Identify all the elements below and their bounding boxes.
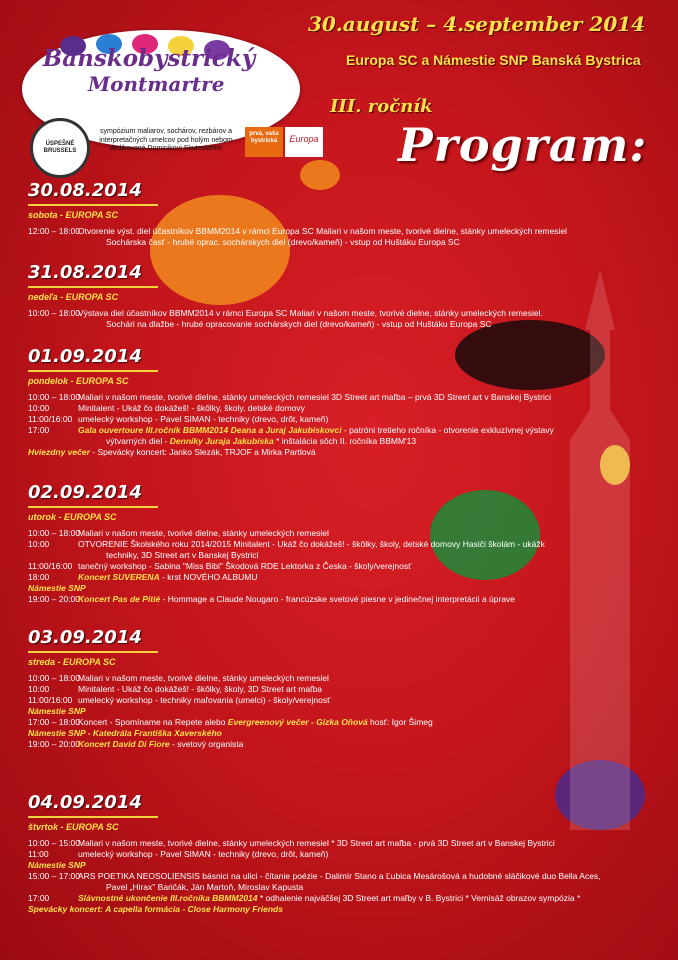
day-venue-label: sobota - EUROPA SC	[28, 210, 119, 220]
event-row	[28, 739, 243, 749]
event-text: ARS POETIKA NEOSOLIENSIS básnici na ulici - čítanie poézie - Dalimír Stano a Ľubica Mesárošová a hudobné sláčikové duo Bella Aces,	[78, 871, 601, 881]
event-row	[28, 583, 86, 593]
event-time: 11:00/16:00	[28, 561, 73, 571]
event-row	[28, 226, 567, 236]
event-time: 10:00 – 18:00	[28, 392, 80, 402]
edition-label: III. ročník	[330, 96, 433, 117]
event-row	[28, 539, 545, 549]
day-underline	[28, 286, 158, 288]
partner-logo-bystricka: prvá, vaša bystrická	[245, 127, 283, 157]
event-time: 17:00 – 18:00	[28, 717, 80, 727]
event-highlight: Koncert David Di Fiore	[78, 739, 170, 749]
event-text: - krst NOVÉHO ALBUMU	[159, 572, 258, 582]
event-text: Minitalent - Ukáž čo dokážeš! - škôlky, školy, 3D Street art maľba	[78, 684, 323, 694]
event-highlight: Spevácky koncert: A capella formácia - Close Harmony Friends	[28, 904, 283, 914]
event-row	[28, 594, 515, 604]
day-date: 03.09.2014	[28, 627, 142, 648]
event-text: umelecký workshop - Pavel SIMAN - techniky (drevo, drôt, kameň)	[78, 414, 329, 424]
day-date: 04.09.2014	[28, 792, 142, 813]
logo-title: Banskobystrický	[42, 45, 256, 72]
event-time: 10:00 – 18:00	[28, 528, 80, 538]
event-row	[28, 308, 543, 318]
event-row	[28, 706, 86, 716]
event-time: 10:00 – 18:00	[28, 308, 80, 318]
event-time: 15:00 – 17:00	[28, 871, 80, 881]
partner-logo-europa: Europa	[285, 127, 323, 157]
day-date: 31.08.2014	[28, 262, 142, 283]
event-row	[28, 414, 328, 424]
event-row	[28, 871, 601, 881]
day-underline	[28, 506, 158, 508]
event-time: 10:00 – 18:00	[28, 673, 80, 683]
event-highlight: Slávnostné ukončenie III.ročníka BBMM2014	[78, 893, 258, 903]
program-title: Program:	[398, 118, 648, 172]
event-time: 11:00	[28, 849, 49, 859]
day-date: 02.09.2014	[28, 482, 142, 503]
event-time: 10:00 – 15:00	[28, 838, 80, 848]
event-row	[28, 695, 330, 705]
day-underline	[28, 651, 158, 653]
event-highlight: Námestie SNP - Katedrála Františka Xaverského	[28, 728, 222, 738]
event-text: Minitalent - Ukáž čo dokážeš! - škôlky, školy, detské domovy	[78, 403, 305, 413]
day-date: 30.08.2014	[28, 180, 142, 201]
event-time: 10:00	[28, 539, 50, 549]
event-row	[28, 673, 329, 683]
event-text: Maliari v našom meste, tvorivé dielne, stánky umeleckých remesiel * 3D Street art maľba - prvá 3D Street art v Banskej Bystrici	[78, 838, 555, 848]
event-text: umelecký workshop - techniky maľovania (umelci) - školy/verejnosť	[78, 695, 331, 705]
day-venue-label: štvrtok - EUROPA SC	[28, 822, 119, 832]
day-underline	[28, 204, 158, 206]
event-highlight: Koncert SUVERENA	[78, 572, 160, 582]
event-highlight: Evergreenový večer - Gizka Oňová	[227, 717, 368, 727]
event-text: techniky, 3D Street art v Banskej Bystrici	[106, 550, 259, 560]
green-splash	[430, 490, 540, 580]
event-row	[28, 528, 329, 538]
event-row	[28, 403, 305, 413]
event-text: hosť: Igor Šimeg	[367, 717, 433, 727]
event-text: Sochárska časť - hrubé oprac. sochárskych diel (drevo/kameň) - vstup od Huštáku Europa SC	[106, 237, 460, 247]
event-highlight: Gala ouvertoure III.ročník BBMM2014 Deana a Juraj Jakubiskovci	[78, 425, 342, 435]
logo-subtitle: Montmartre	[88, 72, 225, 96]
emblem-text: ÚSPEŠNÉ BRUSSELS	[43, 141, 77, 154]
event-row	[28, 447, 316, 457]
event-time: 19:00 – 20:00	[28, 739, 80, 749]
event-text: * odhalenie najväčšej 3D Street art maľby v B. Bystrici * Vernisáž obrazov sympózia *	[257, 893, 581, 903]
event-row	[28, 425, 554, 435]
event-time: 11:00/16:00	[28, 414, 73, 424]
event-row	[28, 237, 460, 247]
event-row	[28, 717, 433, 727]
event-dates: 30.august – 4.september 2014	[308, 12, 646, 36]
event-time: 17:00	[28, 893, 50, 903]
event-time: 17:00	[28, 425, 50, 435]
event-row	[28, 572, 257, 582]
event-text: * inštalácia sôch II. ročníka BBMM'13	[273, 436, 417, 446]
event-row	[28, 838, 555, 848]
event-text: Maliari v našom meste, tvorivé dielne, stánky umeleckých remesiel 3D Street art maľba – prvá 3D Street art v Banskej Bystrici	[78, 392, 551, 402]
event-text: Maliari v našom meste, tvorivé dielne, stánky umeleckých remesiel	[78, 673, 329, 683]
event-row	[28, 904, 283, 914]
event-row	[28, 684, 322, 694]
church-tower-illustration	[540, 270, 660, 830]
event-row	[28, 882, 303, 892]
event-text: výtvarných diel -	[106, 436, 170, 446]
event-row	[28, 392, 551, 402]
event-highlight: Hviezdny večer	[28, 447, 90, 457]
orange-splash	[150, 195, 290, 305]
event-highlight: Námestie SNP	[28, 583, 86, 593]
event-text: tanečný workshop - Sabina "Miss Bibi" Škodová RDE Lektorka z Česka - školy/verejnosť	[78, 561, 412, 571]
brusel-emblem	[30, 118, 90, 178]
logo-description: sympózium maliarov, sochárov, rezbárov a interpretačných umelcov pod holým nebom dedikované Dominikovi Skuteckému	[99, 128, 233, 152]
event-row	[28, 436, 416, 446]
event-text: Koncert - Spomíname na Repete alebo	[78, 717, 228, 727]
orange-splash-small	[300, 160, 340, 190]
event-venue: Europa SC a Námestie SNP Banská Bystrica	[346, 52, 641, 68]
event-time: 12:00 – 18:00	[28, 226, 80, 236]
event-text: Výstava diel účastníkov BBMM2014 v rámci Europa SC Maliari v našom meste, tvorivé dielne, stánky umeleckých remesiel.	[78, 308, 543, 318]
day-venue-label: pondelok - EUROPA SC	[28, 376, 129, 386]
event-time: 11:00/16:00	[28, 695, 73, 705]
event-highlight: Námestie SNP	[28, 860, 86, 870]
event-time: 18:00	[28, 572, 50, 582]
event-highlight: Denníky Juraja Jakubiska	[169, 436, 274, 446]
event-text: umelecký workshop - Pavel SIMAN - techniky (drevo, drôt, kameň)	[78, 849, 329, 859]
event-text: - Hommage a Claude Nougaro - francúzske svetové piesne v jedinečnej interpretácii a úprave	[160, 594, 516, 604]
event-row	[28, 728, 222, 738]
event-time: 19:00 – 20:00	[28, 594, 80, 604]
event-text: Sochári na dlažbe - hrubé opracovanie sochárskych diel (drevo/kameň) - vstup od Huštáku Europa SC	[106, 319, 492, 329]
event-row	[28, 893, 580, 903]
event-row	[28, 860, 86, 870]
event-row	[28, 849, 328, 859]
event-text: OTVORENIE Školského roku 2014/2015 Minitalent - Ukáž čo dokážeš! - škôlky, školy, detské domovy Hasiči školám - ukážk	[78, 539, 545, 549]
event-text: Maliari v našom meste, tvorivé dielne, stánky umeleckých remesiel	[78, 528, 329, 538]
event-text: - patróni tretieho ročníka - otvorenie exkluzívnej výstavy	[341, 425, 554, 435]
event-row	[28, 319, 492, 329]
day-venue-label: utorok - EUROPA SC	[28, 512, 117, 522]
event-text: Pavel „Hirax" Baričák, Ján Martoň, Miroslav Kapusta	[106, 882, 304, 892]
day-date: 01.09.2014	[28, 346, 142, 367]
day-venue-label: nedeľa - EUROPA SC	[28, 292, 119, 302]
event-highlight: Námestie SNP	[28, 706, 86, 716]
event-row	[28, 561, 411, 571]
event-text: - svetový organista	[169, 739, 244, 749]
event-row	[28, 550, 258, 560]
event-highlight: Koncert Pas de Pitié	[78, 594, 161, 604]
day-underline	[28, 370, 158, 372]
event-text: Otvorenie výst. diel účastníkov BBMM2014 v rámci Europa SC Maliari v našom meste, tvorivé dielne, stánky umeleckých remesiel	[78, 226, 567, 236]
event-text: - Spevácky koncert: Janko Slezák, TRJOF a Mirka Partlová	[89, 447, 316, 457]
event-time: 10:00	[28, 684, 50, 694]
day-underline	[28, 816, 158, 818]
event-time: 10:00	[28, 403, 50, 413]
day-venue-label: streda - EUROPA SC	[28, 657, 116, 667]
